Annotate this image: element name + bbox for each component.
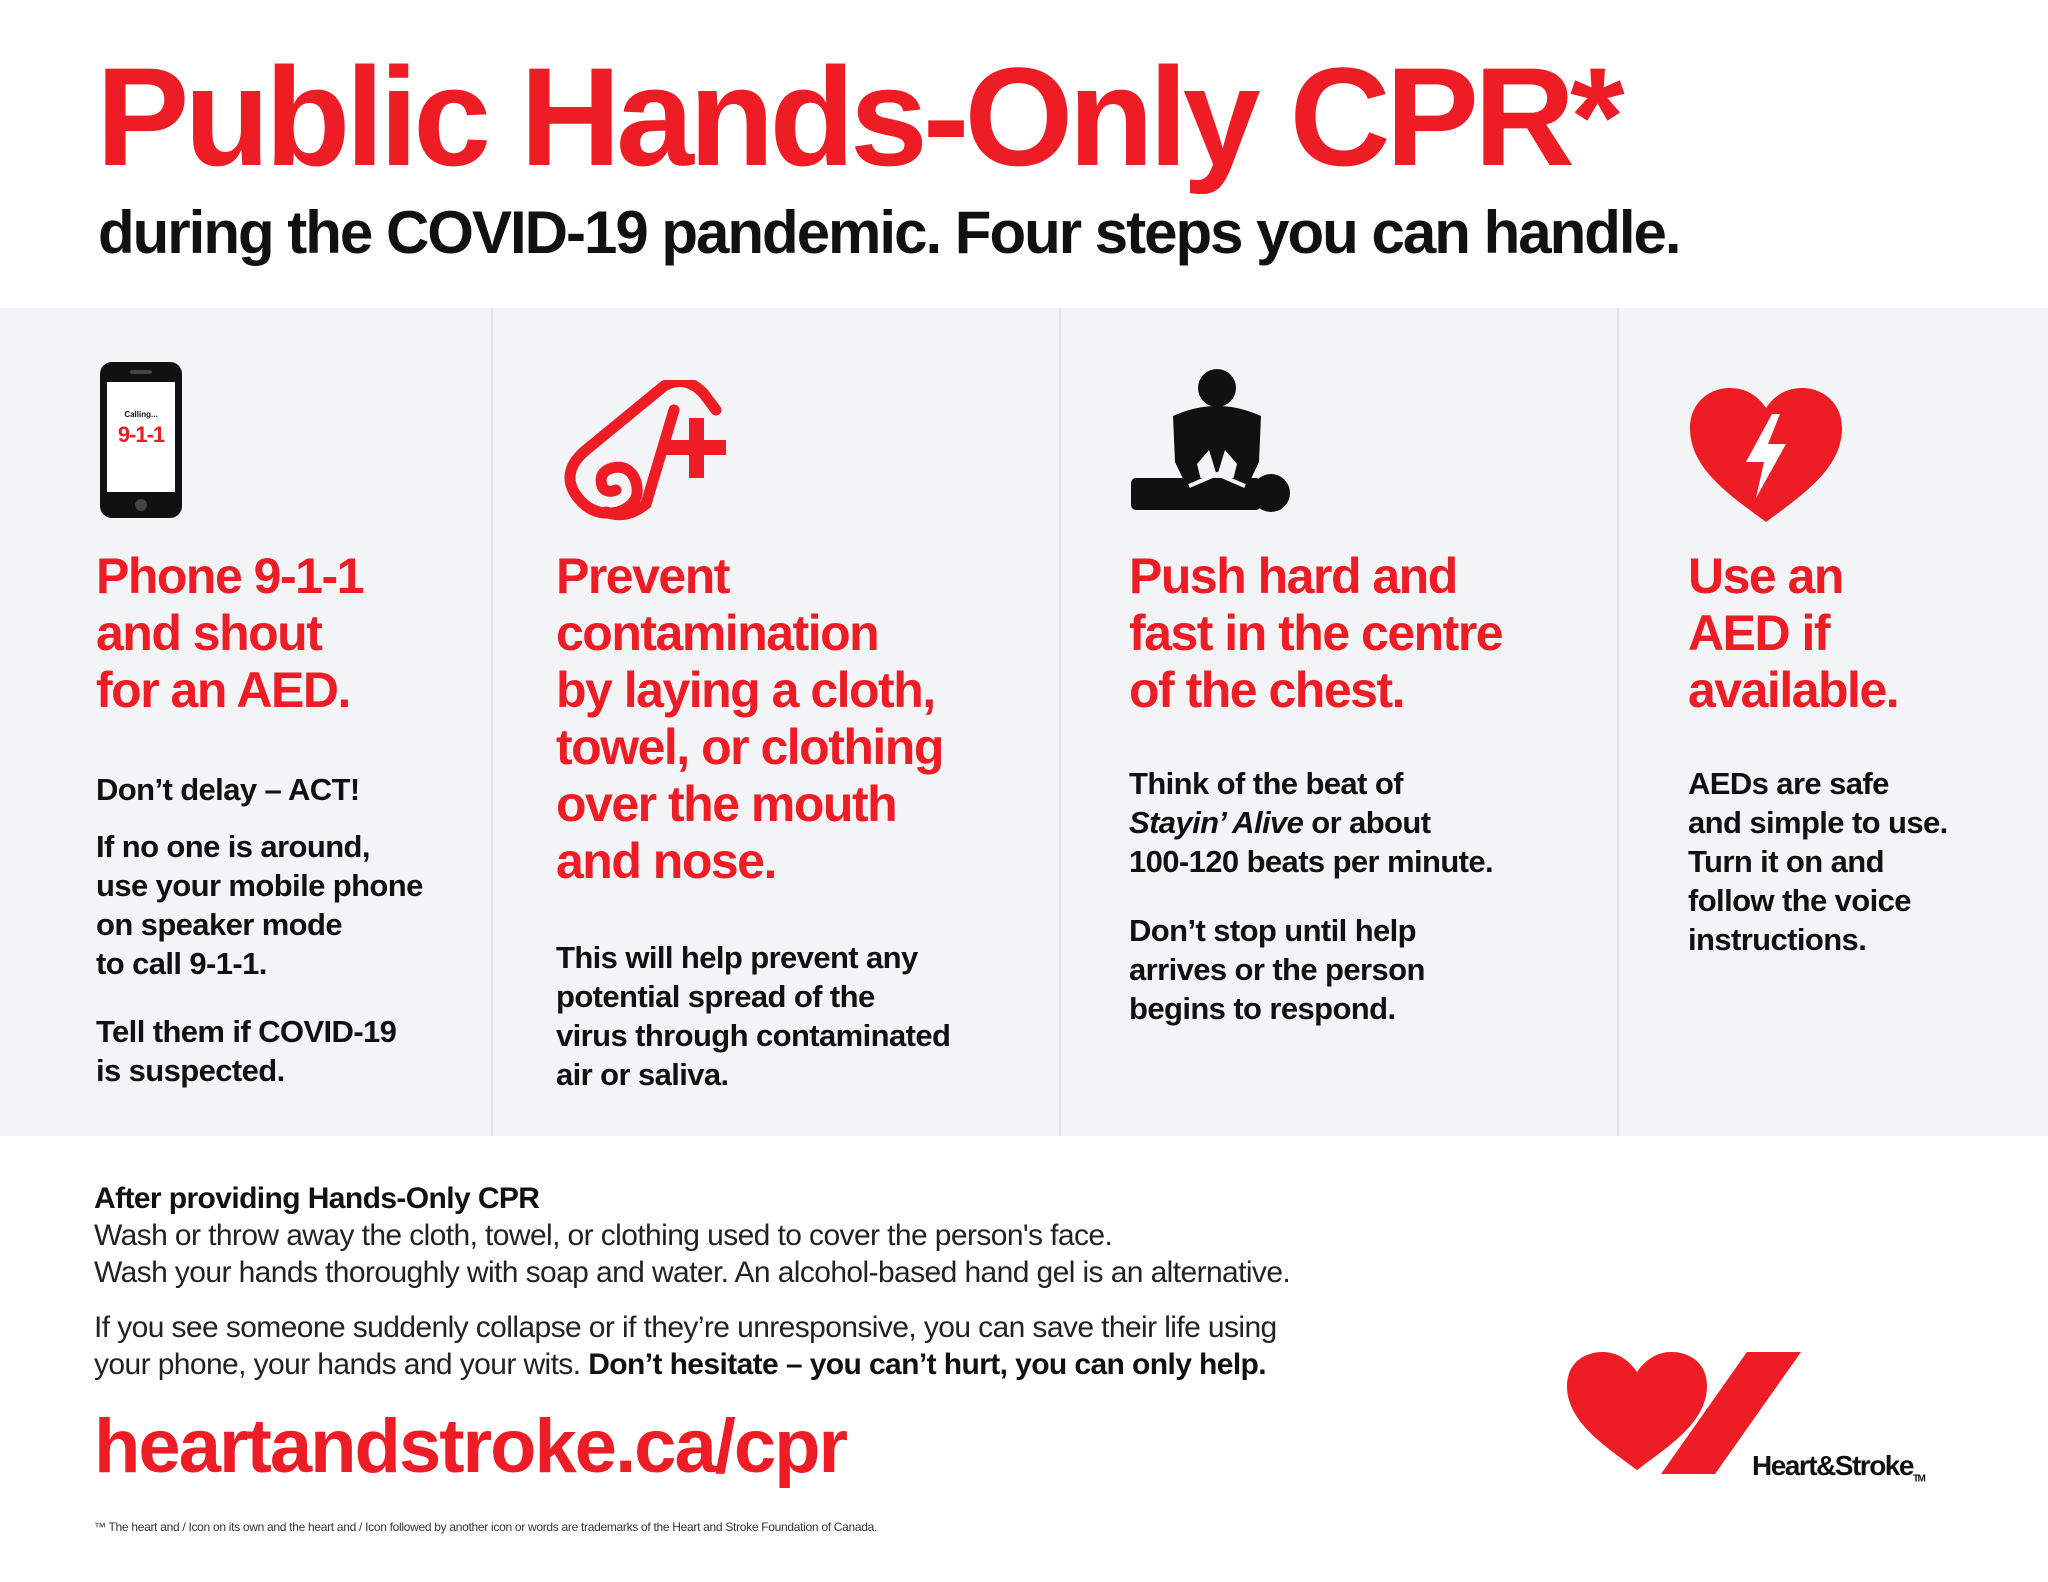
column-divider — [1059, 308, 1061, 1136]
step-text-part: or about 100-120 beats per minute. — [1129, 805, 1494, 879]
after-text: If you see someone suddenly collapse or if they’re unresponsive, you can save their life using — [94, 1311, 1277, 1344]
step-text — [1129, 764, 1493, 881]
page-title: Public Hands-Only CPR* — [96, 38, 1620, 195]
song-title: Stayin’ Alive — [1129, 805, 1304, 840]
phone-icon — [96, 360, 186, 525]
after-cpr-section — [94, 1180, 1394, 1383]
website-link[interactable]: heartandstroke.ca/cpr — [94, 1404, 847, 1489]
step-text-part: Think of the beat of — [1129, 766, 1403, 801]
heart-and-stroke-logo — [1565, 1350, 1975, 1485]
step-4 — [1688, 308, 2018, 1136]
aed-heart-icon — [1688, 386, 1844, 531]
logo-name: Heart&Stroke — [1752, 1450, 1913, 1481]
step-1 — [96, 308, 476, 1136]
column-divider — [491, 308, 493, 1136]
step-text: This will help prevent any potential spread of the virus through contaminated air or saliva. — [556, 940, 951, 1092]
step-text: Don’t delay – ACT! — [96, 772, 360, 807]
cloth-plus-icon — [556, 380, 746, 535]
step-text: Don’t stop until help arrives or the person begins to respond. — [1129, 913, 1425, 1026]
step-heading: Push hard and fast in the centre of the chest. — [1129, 548, 1503, 718]
phone-number-label: 9-1-1 — [117, 422, 165, 447]
after-text-part: your phone, your hands and your wits. — [94, 1348, 589, 1381]
step-3 — [1129, 308, 1589, 1136]
phone-calling-label: Calling... — [124, 410, 158, 419]
cpr-person-icon — [1129, 366, 1299, 531]
step-text: AEDs are safe and simple to use. Turn it on and follow the voice instructions. — [1688, 766, 1948, 957]
after-heading: After providing Hands-Only CPR — [94, 1182, 540, 1215]
step-text: If no one is around, use your mobile phone on speaker mode to call 9-1-1. — [96, 829, 423, 981]
trademark-mark: TM — [1912, 1473, 1925, 1485]
logo-wordmark — [1752, 1450, 1924, 1485]
after-text — [94, 1346, 1394, 1383]
legal-notice: ™ The heart and / Icon on its own and the heart and / Icon followed by another icon or words are trademarks of the Heart and Stroke Foundation of Canada. — [94, 1520, 878, 1534]
after-emphasis: Don’t hesitate – you can’t hurt, you can only help. — [588, 1348, 1267, 1381]
step-heading: Use an AED if available. — [1688, 548, 1899, 718]
after-text: Wash your hands thoroughly with soap and water. An alcohol-based hand gel is an alternative. — [94, 1256, 1291, 1289]
step-2 — [556, 308, 1036, 1136]
step-text: Tell them if COVID-19 is suspected. — [96, 1014, 397, 1088]
step-heading: Prevent contamination by laying a cloth, towel, or clothing over the mouth and nose. — [556, 548, 943, 889]
page-subtitle: during the COVID-19 pandemic. Four steps you can handle. — [98, 199, 1680, 266]
step-heading: Phone 9-1-1 and shout for an AED. — [96, 548, 363, 718]
column-divider — [1617, 308, 1619, 1136]
after-text: Wash or throw away the cloth, towel, or clothing used to cover the person's face. — [94, 1219, 1113, 1252]
